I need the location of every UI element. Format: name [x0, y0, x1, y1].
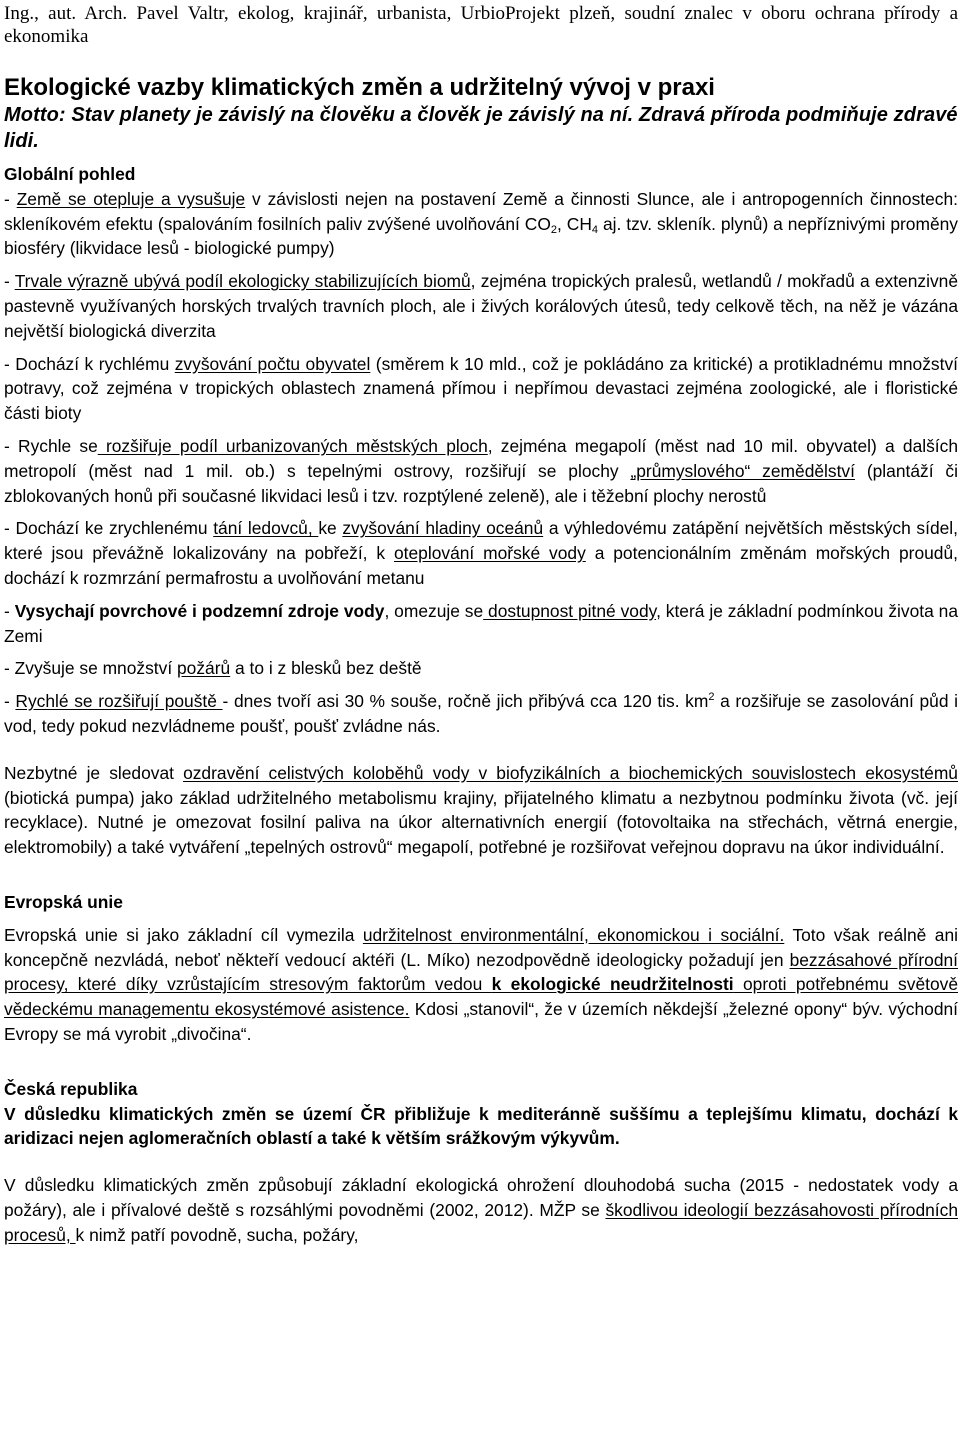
paragraph-global-6: - Vysychají povrchové i podzemní zdroje vody, omezuje se dostupnost pitné vody, která je základní podmínkou života na Zemi	[4, 600, 958, 646]
paragraph-global-1: - Země se otepluje a vysušuje v závislosti nejen na postavení Země a činnosti Slunce, ale i antropogenních činnostech: skleníkovém efektu (spalováním fosilních paliv zvýšené uvolňování $CO_2$, $CH_4$ aj. tzv. skleník. plynů) a nepříznivými proměny biosféry (likvidace lesů - biologické pumpy)	[4, 188, 958, 259]
underlined-phrase: oteplování mořské vody	[394, 543, 586, 564]
underlined-phrase: bezzásahové přírodní procesy, které díky vzrůstajícím stresovým faktorům vedou	[4, 949, 959, 995]
author-line: Ing., aut. Arch. Pavel Valtr, ekolog, krajinář, urbanista, UrbioProjekt plzeň, soudní znalec v oboru ochrana přírody a ekonomika	[4, 3, 958, 47]
section-heading-global: Globální pohled	[4, 164, 136, 184]
underlined-bold-phrase: k ekologické neudržitelnosti	[491, 974, 734, 995]
paragraph-global-9: Nezbytné je sledovat ozdravění celistvých koloběhů vody v biofyzikálních a biochemických souvislostech ekosystémů (biotická pumpa) jako základ udržitelného metabolismu krajiny, přijatelného klimatu a nezbytnou podmínku života (vč. její recyklace). Nutné je omezovat fosilní paliva na úkor alternativních energií (fotovoltaika na střechách, větrná energie, elektromobily) a také vytváření „tepelných ostrovů“ megapolí, potřebné je rozšiřovat veřejnou dopravu na úkor individuální.	[4, 762, 958, 858]
underlined-phrase: „průmyslového“ zemědělství	[630, 460, 855, 481]
paragraph-eu-1: Evropská unie si jako základní cíl vymezila udržitelnost environmentální, ekonomickou i sociální. Toto však reálně ani koncepčně nezvládá, neboť někteří vedoucí aktéři (L. Míko) nezodpovědně ideologicky požadují jen bezzásahové přírodní procesy, které díky vzrůstajícím stresovým faktorům vedou k ekologické neudržitelnosti oproti potřebnému světově vědeckému managementu ekosystémové asistence. Kdosi „stanovil“, že v územích někdejší „železné opony“ býv. východní Evropy se má vyrobit „divočina“.	[4, 924, 959, 1044]
paragraph-global-2: - Trvale výrazně ubývá podíl ekologicky stabilizujících biomů, zejména tropických pralesů, wetlandů / mokřadů a extenzivně pastevně využívaných horských trvalých travních ploch, ale i živých korálových útesů, tedy celkově těch, na něž je vázána největší biologická diverzita	[4, 271, 959, 341]
section-heading-cz: Česká republika	[4, 1078, 138, 1099]
underlined-phrase: škodlivou ideologií bezzásahovosti přírodních procesů,	[4, 1199, 958, 1245]
underlined-phrase: požárů	[176, 658, 231, 679]
underlined-phrase: dostupnost pitné vody	[483, 600, 657, 621]
underlined-phrase: Země se otepluje a vysušuje	[16, 188, 246, 209]
paragraph-global-5: - Dochází ke zrychlenému tání ledovců, ke zvyšování hladiny oceánů a výhledovému zatápění největších městských sídel, které jsou převážně lokalizovány na pobřeží, k oteplování mořské vody a potencionálním změnám mořských proudů, dochází k rozmrzání permafrostu a uvolňování metanu	[4, 518, 958, 588]
section-heading-eu: Evropská unie	[4, 891, 123, 912]
underlined-phrase: Rychlé se rozšiřují pouště	[15, 691, 223, 712]
underlined-phrase: zvyšování počtu obyvatel	[174, 353, 371, 374]
underlined-phrase: tání ledovců,	[213, 518, 319, 539]
motto: Motto: Stav planety je závislý na člověku a člověk je závislý na ní. Zdravá příroda podmiňuje zdravé lidi.	[4, 104, 958, 152]
paragraph-global-3: - Dochází k rychlému zvyšování počtu obyvatel (směrem k 10 mld., což je pokládáno za kritické) a protikladnému množství potravy, což zejména v tropických oblastech znamená přímou i nepřímou devastaci zejména zoologické, ale i floristické části bioty	[4, 353, 958, 424]
underlined-phrase: udržitelnost environmentální, ekonomickou i sociální.	[362, 924, 785, 945]
paragraph-cz-bold: V důsledku klimatických změn se území ČR přibližuje k mediteránně suššímu a teplejšímu klimatu, dochází k aridizaci nejen aglomeračních oblastí a také k větším srážkovým výkyvům.	[4, 1103, 958, 1149]
paragraph-cz-2: V důsledku klimatických změn způsobují základní ekologická ohrožení dlouhodobá sucha (2015 - nedostatek vody a požáry), ale i přívalové deště s rozsáhlými povodněmi (2002, 2012). MŽP se škodlivou ideologií bezzásahovosti přírodních procesů, k nimž patří povodně, sucha, požáry,	[4, 1175, 958, 1245]
paragraph-global-4: - Rychle se rozšiřuje podíl urbanizovaných městských ploch, zejména megapolí (měst nad 10 mil. obyvatel) a dalších metropolí (měst nad 1 mil. ob.) s tepelnými ostrovy, rozšiřují se plochy „průmyslového“ zemědělství (plantáží či zblokovaných honů při současné likvidaci lesů i tzv. rozptýlené zeleně), ale i těžební plochy nerostů	[4, 435, 959, 506]
paragraph-global-7: - Zvyšuje se množství požárů a to i z blesků bez deště	[4, 658, 422, 679]
underlined-phrase: zvyšování hladiny oceánů	[342, 518, 544, 539]
document-title: Ekologické vazby klimatických změn a udržitelný vývoj v praxi	[4, 74, 715, 101]
underlined-phrase: Trvale výrazně ubývá podíl ekologicky stabilizujících biomů	[14, 271, 471, 292]
underlined-phrase: ozdravění celistvých koloběhů vody v biofyzikálních a biochemických souvislostech ekosystémů	[183, 762, 958, 783]
underlined-phrase: rozšiřuje podíl urbanizovaných městských ploch	[97, 435, 488, 456]
underlined-phrase: oproti potřebnému světově vědeckému managementu ekosystémové asistence.	[4, 974, 958, 1020]
paragraph-global-8: - Rychlé se rozšiřují pouště - dnes tvoří asi 30 % souše, ročně jich přibývá cca 120 tis. $km^2$ a rozšiřuje se zasolování půd i vod, tedy pokud nezvládneme poušť, poušť zvládne nás.	[4, 691, 958, 736]
